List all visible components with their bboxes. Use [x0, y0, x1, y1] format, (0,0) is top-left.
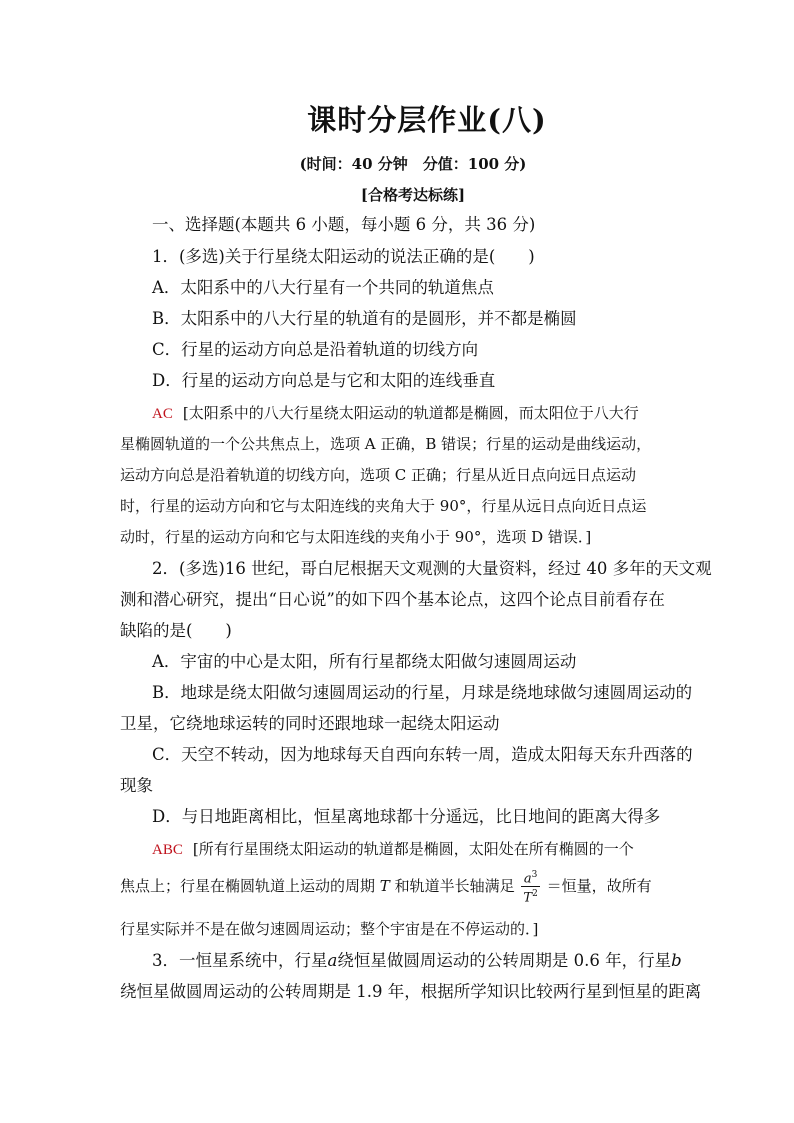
fraction-denominator: $T^2$: [523, 889, 538, 906]
symbol-a: a: [327, 951, 338, 970]
q1-answer-line: [152, 402, 639, 425]
q3-stem-1: 3．一恒星系统中，行星a绕恒星做圆周运动的公转周期是 0.6 年，行星b: [152, 951, 682, 970]
symbol-t: T: [379, 876, 390, 895]
q1-stem: 1．(多选)关于行星绕太阳运动的说法正确的是( ): [152, 247, 535, 266]
q1-explanation-4: 时，行星的运动方向和它与太阳连线的夹角大于 90°，行星从远日点向近日点运: [120, 497, 647, 515]
part-heading: 一、选择题(本题共 6 小题，每小题 6 分，共 36 分): [152, 215, 536, 234]
section-heading: [合格考达标练]: [360, 186, 466, 204]
q3-stem-2: 绕恒星做圆周运动的公转周期是 1.9 年，根据所学知识比较两行星到恒星的距离: [120, 982, 702, 1001]
q2-option-b: B．地球是绕太阳做匀速圆周运动的行星，月球是绕地球做匀速圆周运动的: [152, 683, 693, 702]
q2-answer-line: [152, 838, 634, 861]
q2-explanation-3: 行星实际并不是在做匀速圆周运动；整个宇宙是在不停运动的．]: [120, 920, 539, 938]
q2-explanation-1: [所有行星围绕太阳运动的轨道都是椭圆，太阳处在所有椭圆的一个: [192, 840, 634, 858]
kepler-fraction: [521, 868, 539, 906]
q2-answer: ABC: [152, 842, 183, 858]
q2-explanation-2: [120, 868, 652, 906]
q1-explanation-3: 运动方向总是沿着轨道的切线方向，选项 C 正确；行星从近日点向远日点运动: [120, 466, 637, 484]
q2-explanation-2-mid: 和轨道半长轴满足: [394, 876, 515, 895]
q2-option-c-cont: 现象: [120, 776, 153, 795]
q2-option-a: A．宇宙的中心是太阳，所有行星都绕太阳做匀速圆周运动: [152, 652, 577, 671]
q2-option-c: C．天空不转动，因为地球每天自西向东转一周，造成太阳每天东升西落的: [152, 745, 693, 764]
q2-explanation-2-post: ＝恒量，故所有: [546, 876, 652, 895]
q1-explanation-2: 星椭圆轨道的一个公共焦点上，选项 A 正确，B 错误；行星的运动是曲线运动，: [120, 435, 652, 453]
q1-option-c: C．行星的运动方向总是沿着轨道的切线方向: [152, 340, 479, 359]
time-score-info: (时间：40 分钟 分值：100 分): [299, 155, 527, 173]
q2-option-b-cont: 卫星，它绕地球运转的同时还跟地球一起绕太阳运动: [120, 714, 500, 733]
q1-option-b: B．太阳系中的八大行星的轨道有的是圆形，并不都是椭圆: [152, 309, 577, 328]
q2-stem-3: 缺陷的是( ): [120, 621, 232, 640]
q1-explanation-1: [太阳系中的八大行星绕太阳运动的轨道都是椭圆，而太阳位于八大行: [182, 404, 639, 422]
q2-option-d: D．与日地距离相比，恒星离地球都十分遥远，比日地间的距离大得多: [152, 807, 661, 826]
q2-explanation-2-pre: 焦点上；行星在椭圆轨道上运动的周期: [120, 876, 376, 895]
q1-option-a: A．太阳系中的八大行星有一个共同的轨道焦点: [152, 278, 494, 297]
q1-option-d: D．行星的运动方向总是与它和太阳的连线垂直: [152, 371, 496, 390]
q1-explanation-5: 动时，行星的运动方向和它与太阳连线的夹角小于 90°，选项 D 错误．]: [120, 528, 592, 546]
symbol-b: b: [671, 951, 682, 970]
fraction-numerator: $a^3$: [521, 868, 539, 887]
q1-answer: AC: [152, 406, 173, 422]
q2-stem-2: 测和潜心研究，提出“日心说”的如下四个基本论点，这四个论点目前看存在: [120, 590, 665, 609]
page-title: 课时分层作业(八): [307, 103, 547, 137]
q2-stem-1: 2．(多选)16 世纪，哥白尼根据天文观测的大量资料，经过 40 多年的天文观: [152, 559, 712, 578]
